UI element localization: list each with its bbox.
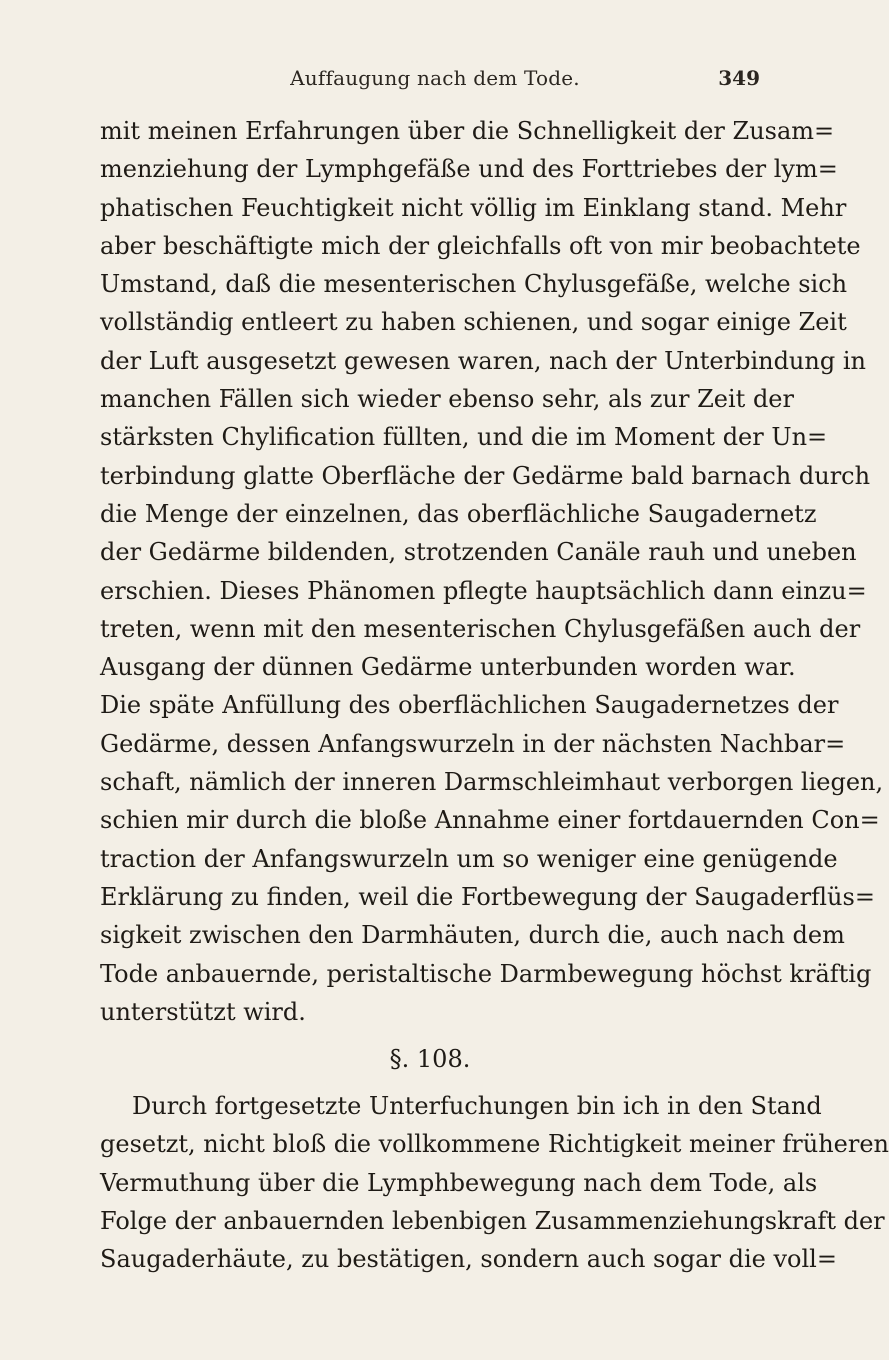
text-line: traction der Anfangswurzeln um so weniger eine genügende [100,844,838,873]
text-line: Saugaderhäute, zu bestätigen, sondern auch sogar die voll= [100,1245,837,1274]
text-line: treten, wenn mit den mesenterischen Chylusgefäßen auch der [100,614,861,643]
text-line: der Gedärme bildenden, strotzenden Canäle rauh und uneben [100,538,857,567]
paragraph-2 [100,1087,889,1278]
text-line: manchen Fällen sich wieder ebenso sehr, als zur Zeit der [100,385,794,414]
text-line: terbindung glatte Oberfläche der Gedärme bald barnach durch [100,461,871,490]
text-line: der Luft ausgesetzt gewesen waren, nach der Unterbindung in [100,346,866,375]
page-header [110,66,760,98]
text-line: Die späte Anfüllung des oberflächlichen Saugadernetzes der [100,691,839,720]
text-line: sigkeit zwischen den Darmhäuten, durch die, auch nach dem [100,921,845,950]
text-line: stärksten Chylification füllten, und die im Moment der Un= [100,423,828,452]
text-line: Folge der anbauernden lebenbigen Zusammenziehungskraft der [100,1207,885,1236]
text-line: gesetzt, nicht bloß die vollkommene Richtigkeit meiner früheren [100,1130,889,1159]
text-line: menziehung der Lymphgefäße und des Forttriebes der lym= [100,155,838,184]
text-line: Durch fortgesetzte Unterfuchungen bin ich in den Stand [132,1092,822,1121]
page-number: 349 [718,66,760,90]
text-line: schaft, nämlich der inneren Darmschleimhaut verborgen liegen, [100,768,884,797]
running-head: Auffaugung nach dem Tode. [290,66,580,90]
text-line: unterstützt wird. [100,997,306,1026]
text-line: Gedärme, dessen Anfangswurzeln in der nächsten Nachbar= [100,729,846,758]
text-line: schien mir durch die bloße Annahme einer fortdauernden Con= [100,806,880,835]
text-line: erschien. Dieses Phänomen pflegte hauptsächlich dann einzu= [100,576,867,605]
text-line: phatischen Feuchtigkeit nicht völlig im Einklang stand. Mehr [100,193,847,222]
text-line: Umstand, daß die mesenterischen Chylusgefäße, welche sich [100,270,848,299]
text-line: Erklärung zu finden, weil die Fortbewegung der Saugaderflüs= [100,882,875,911]
paragraph-1 [100,112,884,1031]
text-line: Ausgang der dünnen Gedärme unterbunden worden war. [100,653,796,682]
text-line: die Menge der einzelnen, das oberflächliche Saugadernetz [100,499,817,528]
body-text [100,112,889,1279]
text-line: Tode anbauernde, peristaltische Darmbewegung höchst kräftig [100,959,872,988]
text-line: Vermuthung über die Lymphbewegung nach dem Tode, als [100,1168,818,1197]
text-line: vollständig entleert zu haben schienen, und sogar einige Zeit [100,308,847,337]
section-heading: §. 108. [389,1045,471,1074]
text-line: aber beschäftigte mich der gleichfalls oft von mir beobachtete [100,231,861,260]
text-line: mit meinen Erfahrungen über die Schnelligkeit der Zusam= [100,117,835,145]
